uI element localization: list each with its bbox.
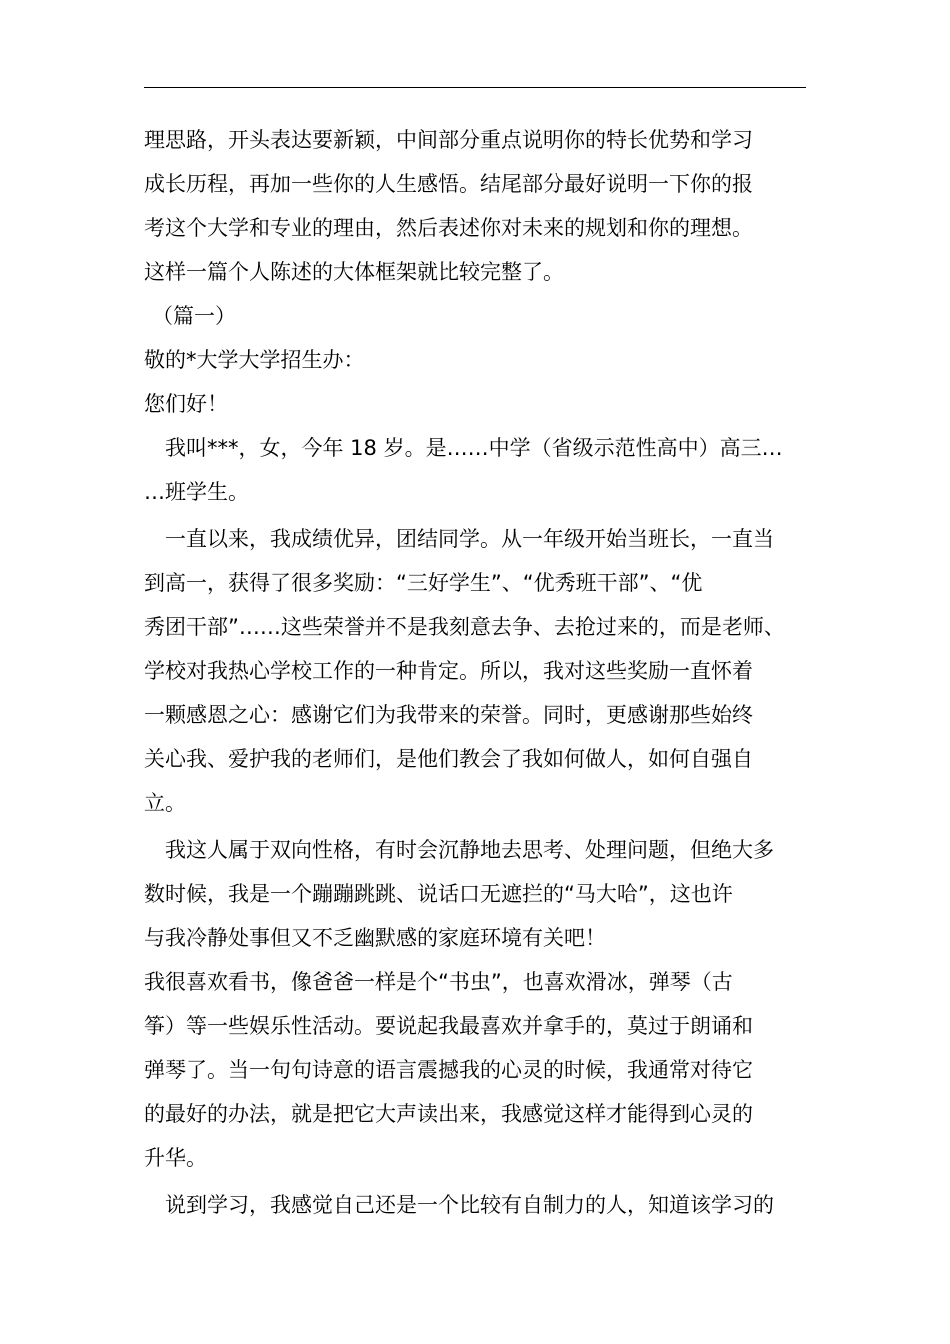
greeting: 您们好！ — [144, 392, 228, 416]
text-line: 弹琴了。当一句句诗意的语言震撼我的心灵的时候，我通常对待它 — [144, 1058, 753, 1082]
text-line: 数时候，我是一个蹦蹦跳跳、说话口无遮拦的“马大哈”，这也许 — [144, 882, 733, 906]
header-rule — [144, 87, 806, 88]
text-line: 成长历程，再加一些你的人生感悟。结尾部分最好说明一下你的报 — [144, 172, 753, 196]
text-line: 与我冷静处事但又不乏幽默感的家庭环境有关吧！ — [144, 926, 606, 950]
salutation: 敬的*大学大学招生办： — [144, 348, 365, 372]
text-line: 我这人属于双向性格，有时会沉静地去思考、处理问题，但绝大多 — [165, 838, 774, 862]
text-line: 我叫***，女，今年 18 岁。是……中学（省级示范性高中）高三… — [165, 436, 783, 460]
text-line: 到高一，获得了很多奖励：“三好学生”、“优秀班干部”、“优 — [144, 571, 703, 595]
text-line: 考这个大学和专业的理由，然后表述你对未来的规划和你的理想。 — [144, 216, 753, 240]
text-line: 说到学习，我感觉自己还是一个比较有自制力的人，知道该学习的 — [165, 1193, 774, 1217]
section-heading: （篇一） — [152, 304, 236, 328]
text-line: 理思路，开头表达要新颖，中间部分重点说明你的特长优势和学习 — [144, 128, 753, 152]
text-line: 我很喜欢看书，像爸爸一样是个“书虫”，也喜欢滑冰，弹琴（古 — [144, 970, 733, 994]
text-line: 关心我、爱护我的老师们，是他们教会了我如何做人，如何自强自 — [144, 747, 753, 771]
text-line: 一直以来，我成绩优异，团结同学。从一年级开始当班长，一直当 — [165, 527, 774, 551]
text-line: 这样一篇个人陈述的大体框架就比较完整了。 — [144, 260, 564, 284]
document-body — [144, 118, 810, 1227]
text-line: …班学生。 — [144, 480, 249, 504]
text-line: 一颗感恩之心：感谢它们为我带来的荣誉。同时，更感谢那些始终 — [144, 703, 753, 727]
text-line: 秀团干部”……这些荣誉并不是我刻意去争、去抢过来的，而是老师、 — [144, 615, 785, 639]
text-line: 筝）等一些娱乐性活动。要说起我最喜欢并拿手的，莫过于朗诵和 — [144, 1014, 753, 1038]
text-line: 立。 — [144, 791, 186, 815]
text-line: 的最好的办法，就是把它大声读出来，我感觉这样才能得到心灵的 — [144, 1102, 753, 1126]
text-line: 学校对我热心学校工作的一种肯定。所以，我对这些奖励一直怀着 — [144, 659, 753, 683]
text-line: 升华。 — [144, 1146, 207, 1170]
